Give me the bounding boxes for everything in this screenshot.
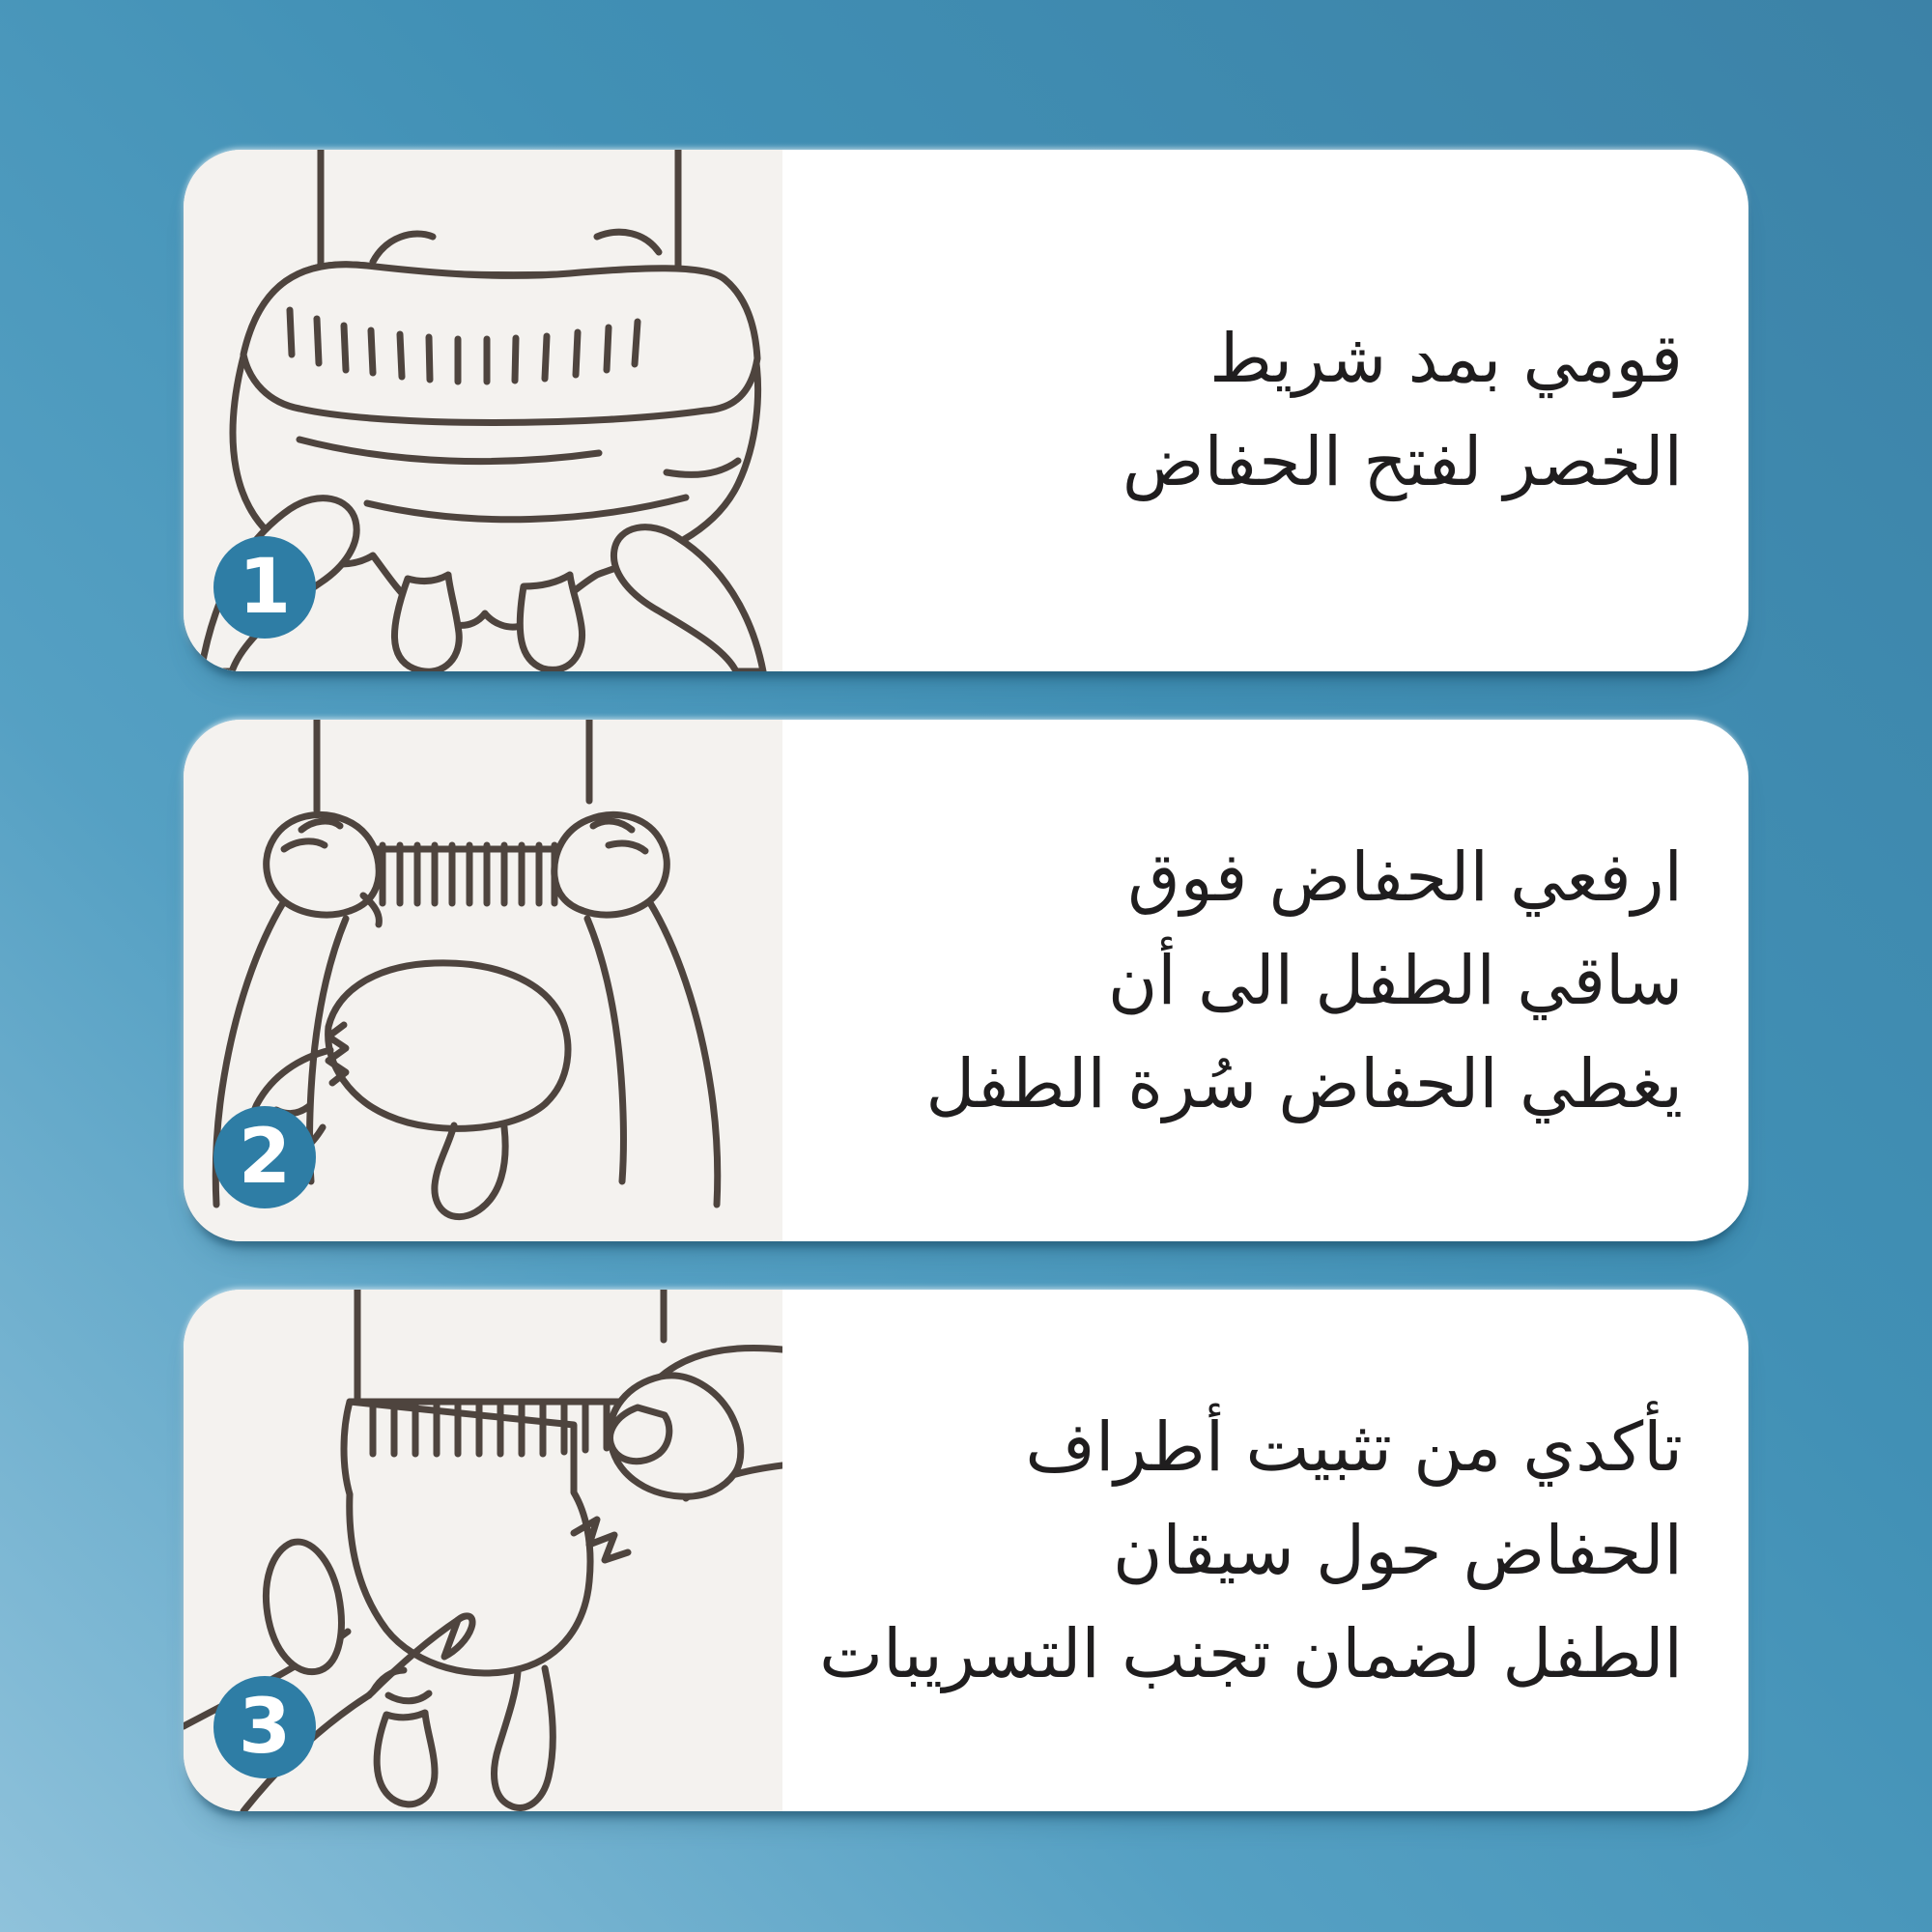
step-2-text-line-2: ساقي الطفل الى أن bbox=[1107, 940, 1683, 1020]
step-3-text-line-2: الحفاض حول سيقان bbox=[1112, 1510, 1683, 1590]
step-2-number-badge bbox=[213, 1106, 316, 1208]
step-1-text bbox=[821, 150, 1683, 671]
step-2-text-line-1: ارفعي الحفاض فوق bbox=[1127, 837, 1683, 917]
step-3-text bbox=[821, 1290, 1683, 1811]
step-3-number-badge bbox=[213, 1676, 316, 1778]
step-1-text-line-2: الخصر لفتح الحفاض bbox=[1122, 422, 1683, 501]
step-1-text-line-1: قومي بمد شريط bbox=[1209, 319, 1683, 398]
step-1-number-badge bbox=[213, 536, 316, 639]
step-3-number: 3 bbox=[238, 1684, 292, 1771]
step-3-text-line-3: الطفل لضمان تجنب التسريبات bbox=[819, 1613, 1683, 1693]
step-2-text-line-3: يغطي الحفاض سُرة الطفل bbox=[925, 1043, 1683, 1123]
step-1-number: 1 bbox=[238, 544, 292, 631]
step-card-1 bbox=[184, 150, 1748, 671]
step-3-text-line-1: تأكدي من تثبيت أطراف bbox=[1025, 1406, 1683, 1487]
step-2-text bbox=[821, 720, 1683, 1241]
step-card-2 bbox=[184, 720, 1748, 1241]
step-card-3 bbox=[184, 1290, 1748, 1811]
step-2-number: 2 bbox=[238, 1114, 292, 1201]
